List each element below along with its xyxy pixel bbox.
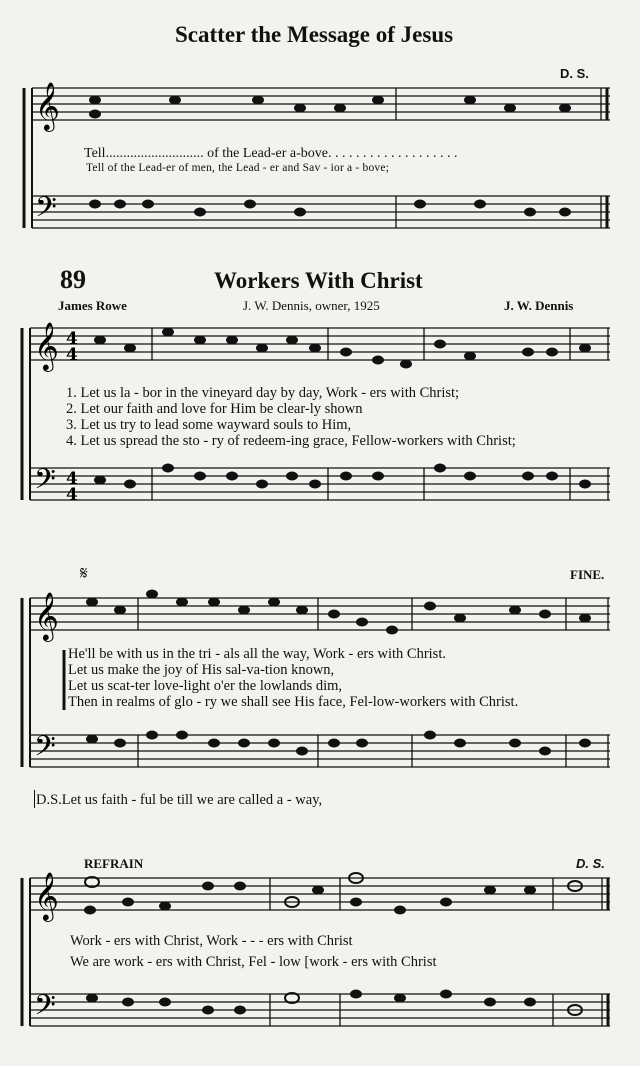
verse-3-line: 3. Let us try to lead some wayward souls to Him, — [66, 417, 352, 433]
verse-1-line: 1. Let us la - bor in the vineyard day by day, Work - ers with Christ; — [66, 385, 460, 401]
verse-2-line: 2. Let our faith and love for Him be clear-ly shown — [66, 401, 363, 417]
hymn-author: James Rowe — [58, 298, 127, 313]
hymn-copyright: J. W. Dennis, owner, 1925 — [243, 298, 380, 313]
refrain-ds-mark: D. S. — [576, 856, 605, 871]
refrain-line-1: Work - ers with Christ, Work - - - ers with Christ — [70, 933, 353, 949]
chorus-line-2: Let us make the joy of His sal-va-tion known, — [68, 662, 335, 678]
chorus-line-4: Then in realms of glo - ry we shall see His face, Fel-low-workers with Christ. — [68, 694, 519, 710]
svg-text:𝄞: 𝄞 — [34, 871, 59, 920]
refrain-line-2: We are work - ers with Christ, Fel - low [work - ers with Christ — [70, 954, 437, 970]
chorus-line-3: Let us scat-ter love-light o'er the lowlands dim, — [68, 678, 343, 694]
fine-mark: FINE. — [570, 567, 605, 582]
verse-4-line: 4. Let us spread the sto - ry of redeem-ing grace, Fellow-workers with Christ; — [66, 433, 516, 449]
svg-text:𝄢: 𝄢 — [34, 989, 56, 1029]
bass-time-sig-bottom: 4 — [66, 485, 78, 505]
time-sig-top: 4 — [66, 329, 78, 349]
segno-mark: 𝄋 — [80, 563, 88, 584]
chorus-line-1: He'll be with us in the tri - als all the way, Work - ers with Christ. — [68, 646, 446, 662]
refrain-label: REFRAIN — [84, 856, 144, 871]
svg-text:𝄢: 𝄢 — [35, 191, 57, 231]
hymn-number: 89 — [60, 265, 86, 294]
ds-lyric-line: D.S.Let us faith - ful be till we are called a - way, — [36, 792, 323, 808]
bass-time-sig-top: 4 — [66, 469, 78, 489]
hymn-title: Workers With Christ — [214, 268, 423, 293]
svg-text:𝄢: 𝄢 — [34, 463, 56, 503]
prev-lyric-line-2: Tell of the Lead-er of men, the Lead - er and Sav - ior a - bove; — [86, 162, 390, 174]
svg-text:𝄞: 𝄞 — [35, 81, 60, 130]
hymn-composer: J. W. Dennis — [504, 298, 574, 313]
svg-text:𝄞: 𝄞 — [34, 321, 59, 370]
prev-ds-mark: D. S. — [560, 66, 589, 81]
time-sig-bottom: 4 — [66, 345, 78, 365]
svg-text:𝄞: 𝄞 — [34, 591, 59, 640]
prev-hymn-title: Scatter the Message of Jesus — [175, 22, 454, 47]
prev-lyric-line-1: Tell............................ of the Lead-er a-bove. . . . . . . . . . . . . . . . . . . — [84, 146, 458, 161]
svg-text:𝄢: 𝄢 — [34, 730, 56, 770]
